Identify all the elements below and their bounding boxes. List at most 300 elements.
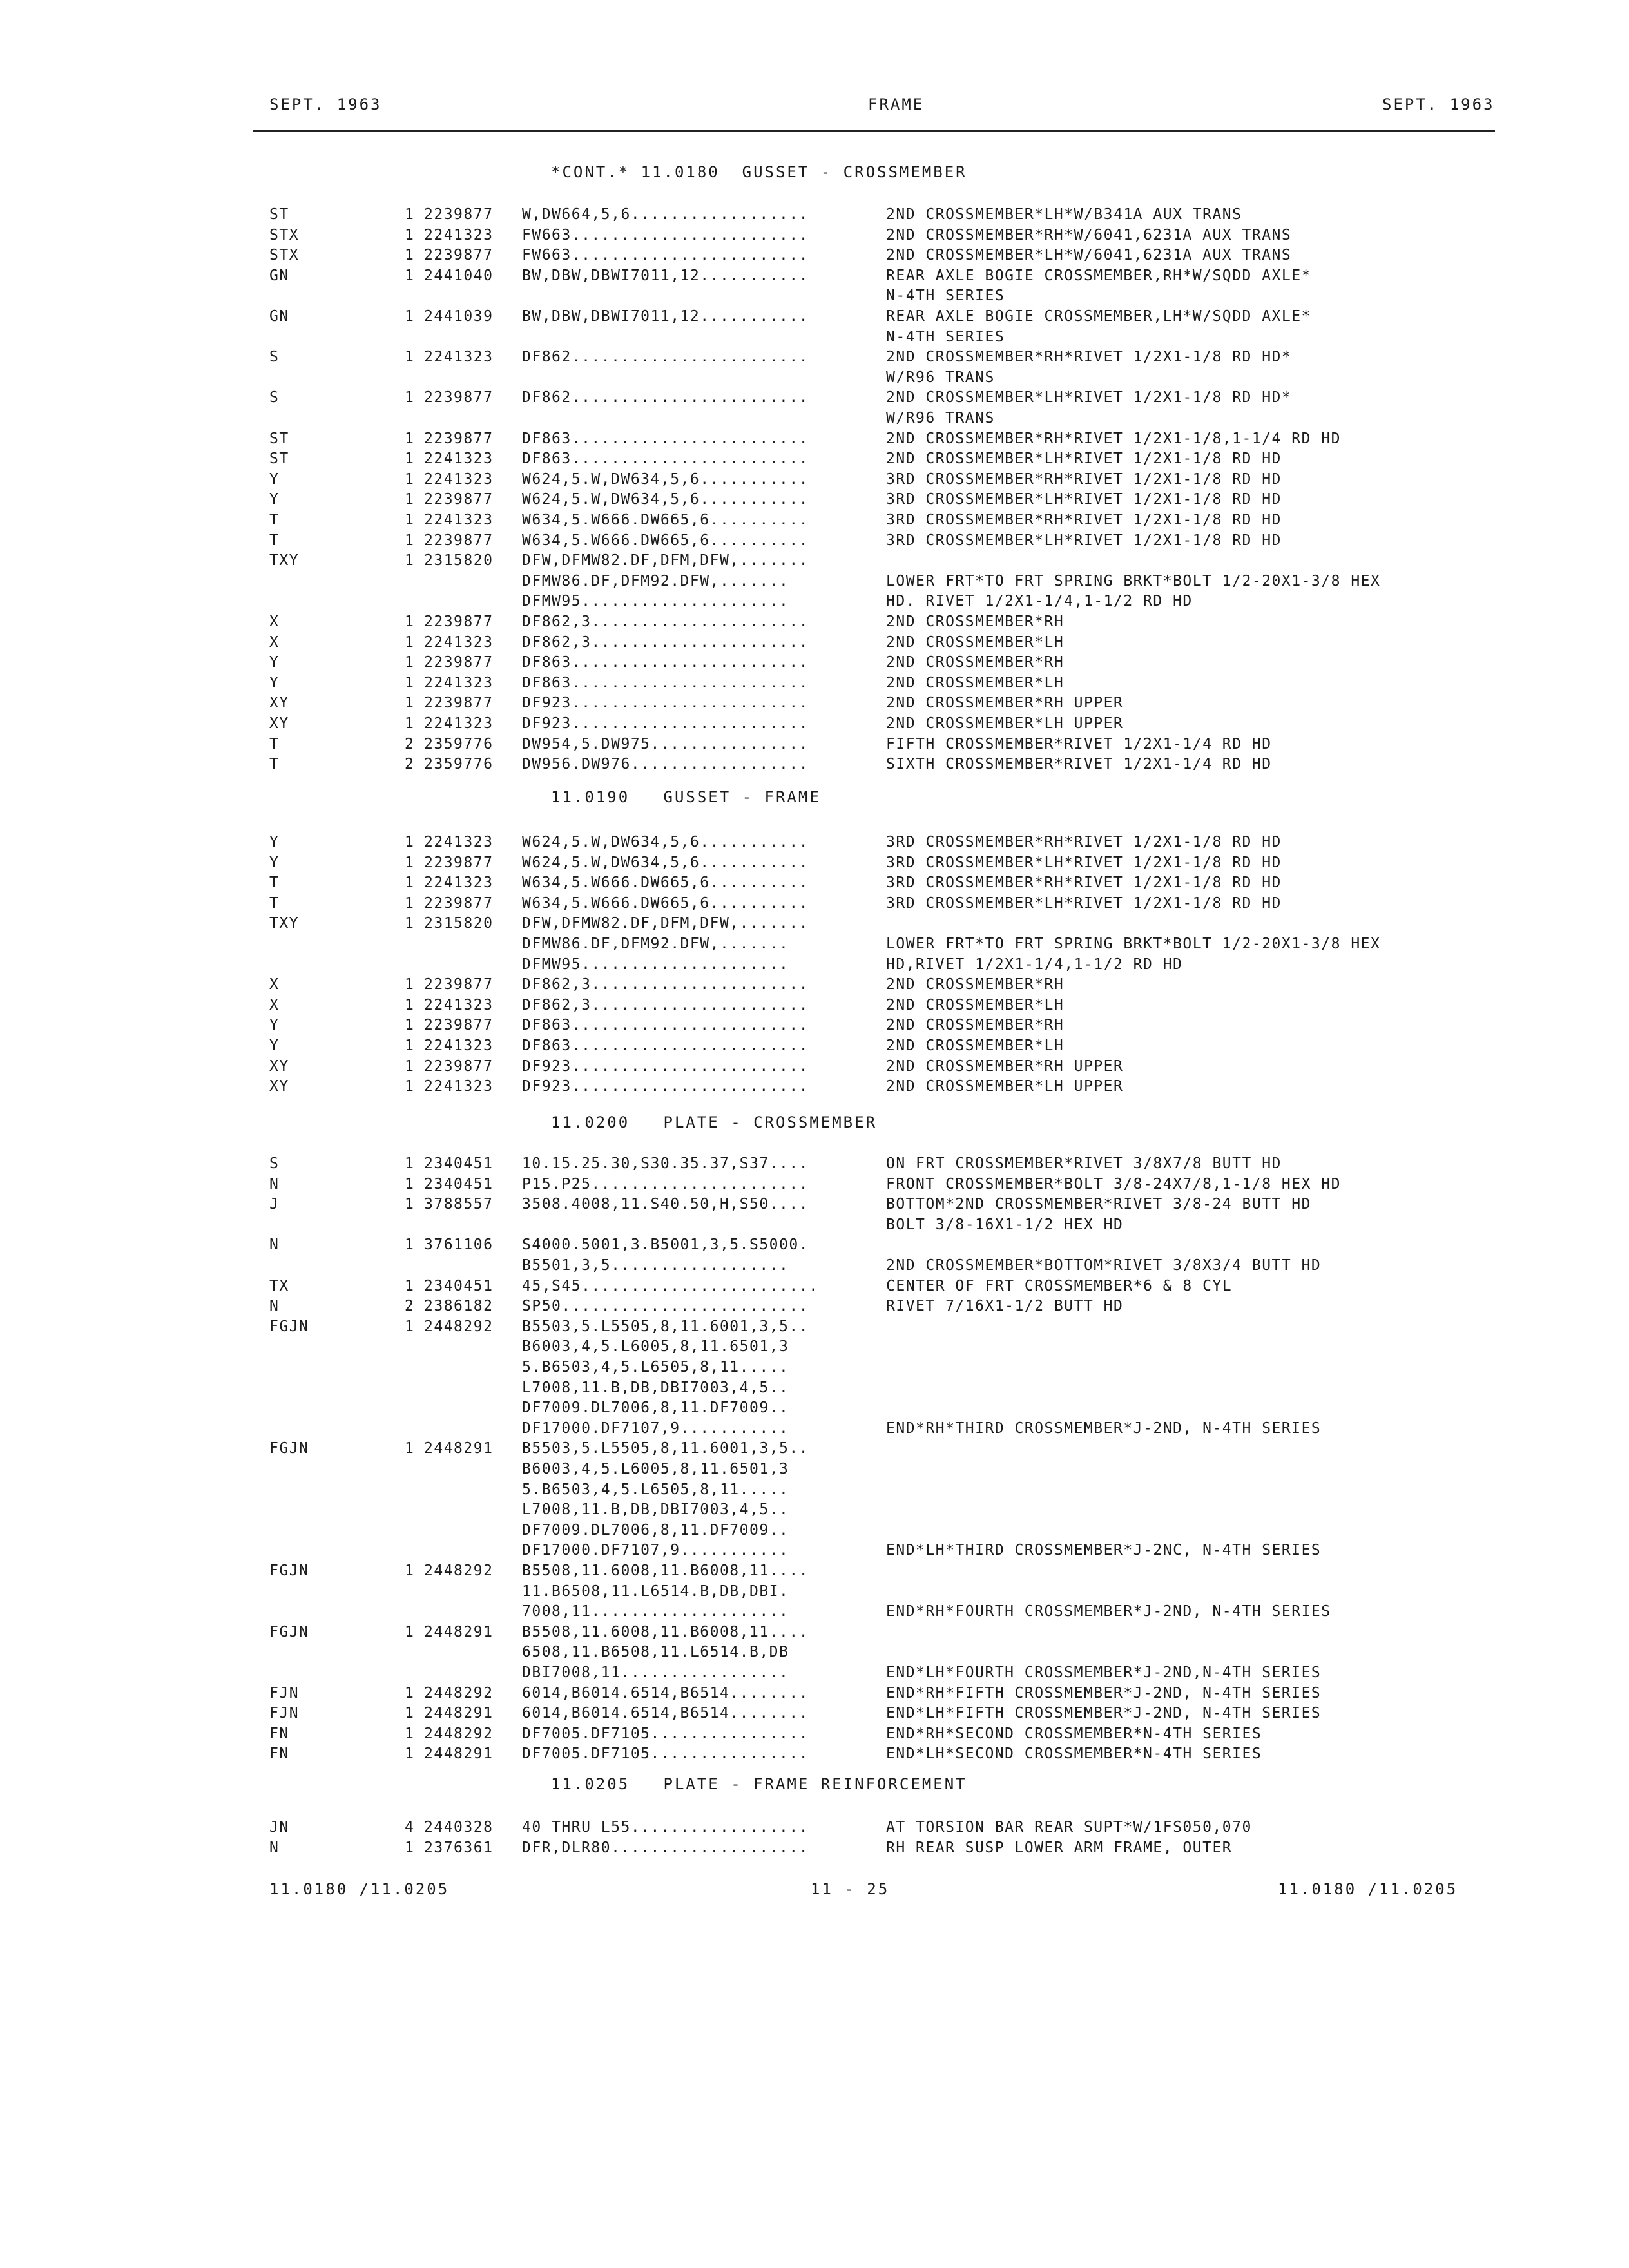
row-desc: END*RH*THIRD CROSSMEMBER*J-2ND, N-4TH SERIES bbox=[886, 1419, 1322, 1437]
row-part: 2340451 bbox=[424, 1277, 494, 1294]
table-row bbox=[0, 206, 1629, 226]
row-part: 2441040 bbox=[424, 267, 494, 284]
row-desc: 2ND CROSSMEMBER*RH*RIVET 1/2X1-1/8 RD HD* bbox=[886, 349, 1292, 366]
row-code: FGJN bbox=[269, 1318, 309, 1335]
row-code: XY bbox=[269, 1078, 289, 1095]
row-qty: 1 bbox=[405, 450, 415, 468]
table-row bbox=[0, 915, 1629, 934]
table-row bbox=[0, 593, 1629, 612]
row-code: XY bbox=[269, 715, 289, 732]
row-qty: 1 bbox=[405, 654, 415, 671]
row-desc: 3RD CROSSMEMBER*LH*RIVET 1/2X1-1/8 RD HD bbox=[886, 894, 1282, 912]
row-desc: 2ND CROSSMEMBER*LH bbox=[886, 633, 1065, 651]
row-qty: 2 bbox=[405, 735, 415, 753]
row-app: DF923........................ bbox=[522, 715, 809, 732]
row-qty: 1 bbox=[405, 1705, 415, 1722]
row-part: 2241323 bbox=[424, 834, 494, 850]
row-part: 2448292 bbox=[424, 1684, 494, 1702]
row-code: FGJN bbox=[269, 1623, 309, 1640]
row-part: 2376361 bbox=[424, 1839, 494, 1856]
row-app: B5508,11.6008,11.B6008,11.... bbox=[522, 1623, 809, 1640]
row-desc: FRONT CROSSMEMBER*BOLT 3/8-24X7/8,1-1/8 HEX HD bbox=[886, 1175, 1341, 1193]
row-desc: BOTTOM*2ND CROSSMEMBER*RIVET 3/8-24 BUTT HD bbox=[886, 1196, 1311, 1213]
row-app: DF7009.DL7006,8,11.DF7009.. bbox=[522, 1521, 789, 1539]
row-part: 2241323 bbox=[424, 715, 494, 732]
row-qty: 2 bbox=[405, 1298, 415, 1315]
table-row bbox=[0, 329, 1629, 348]
row-code: STX bbox=[269, 247, 300, 264]
row-desc: 2ND CROSSMEMBER*RH bbox=[886, 976, 1065, 994]
row-app: W,DW664,5,6.................. bbox=[522, 206, 809, 223]
row-code: S bbox=[269, 389, 280, 407]
row-code: Y bbox=[269, 470, 280, 488]
row-desc: 2ND CROSSMEMBER*LH UPPER bbox=[886, 715, 1124, 732]
row-app: DFR,DLR80.................... bbox=[522, 1839, 809, 1856]
table-row bbox=[0, 1236, 1629, 1256]
row-app: DF923........................ bbox=[522, 1057, 809, 1075]
row-qty: 1 bbox=[405, 1440, 415, 1457]
row-app: DF862,3...................... bbox=[522, 976, 809, 994]
table-row bbox=[0, 1705, 1629, 1724]
row-qty: 1 bbox=[405, 1017, 415, 1034]
table-row bbox=[0, 1664, 1629, 1684]
row-desc: 2ND CROSSMEMBER*LH*RIVET 1/2X1-1/8 RD HD* bbox=[886, 389, 1292, 407]
row-desc: END*LH*SECOND CROSSMEMBER*N-4TH SERIES bbox=[886, 1745, 1262, 1763]
row-code: Y bbox=[269, 834, 280, 850]
header-center: FRAME bbox=[868, 95, 925, 113]
row-desc: END*RH*FOURTH CROSSMEMBER*J-2ND, N-4TH SERIES bbox=[886, 1603, 1331, 1620]
row-app: W634,5.W666.DW665,6.......... bbox=[522, 532, 809, 549]
row-part: 2448292 bbox=[424, 1318, 494, 1335]
table-row bbox=[0, 997, 1629, 1016]
row-app: B5508,11.6008,11.B6008,11.... bbox=[522, 1562, 809, 1579]
row-part: 2448291 bbox=[424, 1440, 494, 1457]
row-desc: 3RD CROSSMEMBER*LH*RIVET 1/2X1-1/8 RD HD bbox=[886, 532, 1282, 549]
row-qty: 1 bbox=[405, 1725, 415, 1742]
row-qty: 1 bbox=[405, 1175, 415, 1193]
row-code: N bbox=[269, 1839, 280, 1856]
row-app: DF863........................ bbox=[522, 1017, 809, 1034]
row-part: 2448292 bbox=[424, 1725, 494, 1742]
row-app: DF7005.DF7105................ bbox=[522, 1745, 809, 1763]
header-rule bbox=[253, 130, 1495, 132]
row-desc: W/R96 TRANS bbox=[886, 369, 995, 386]
row-code: T bbox=[269, 735, 280, 753]
row-desc: 2ND CROSSMEMBER*RH bbox=[886, 613, 1065, 630]
row-qty: 1 bbox=[405, 267, 415, 284]
table-row bbox=[0, 1644, 1629, 1663]
row-code: Y bbox=[269, 1037, 280, 1054]
row-desc: 2ND CROSSMEMBER*LH*W/B341A AUX TRANS bbox=[886, 206, 1242, 223]
table-row bbox=[0, 654, 1629, 673]
row-part: 2340451 bbox=[424, 1155, 494, 1172]
row-app: B5503,5.L5505,8,11.6001,3,5.. bbox=[522, 1440, 809, 1457]
table-row bbox=[0, 1542, 1629, 1561]
footer-left: 11.0180 /11.0205 bbox=[269, 1880, 450, 1898]
table-row bbox=[0, 1078, 1629, 1097]
table-row bbox=[0, 1298, 1629, 1317]
row-desc: N-4TH SERIES bbox=[886, 287, 1005, 305]
table-row bbox=[0, 410, 1629, 429]
row-part: 3761106 bbox=[424, 1236, 494, 1254]
table-row bbox=[0, 976, 1629, 995]
row-part: 2315820 bbox=[424, 915, 494, 932]
row-app: DF7005.DF7105................ bbox=[522, 1725, 809, 1742]
row-part: 3788557 bbox=[424, 1196, 494, 1213]
table-row bbox=[0, 1196, 1629, 1215]
row-app: L7008,11.B,DB,DBI7003,4,5.. bbox=[522, 1501, 789, 1519]
row-app: BW,DBW,DBWI7011,12........... bbox=[522, 267, 809, 284]
row-desc: 3RD CROSSMEMBER*LH*RIVET 1/2X1-1/8 RD HD bbox=[886, 854, 1282, 871]
table-row bbox=[0, 1338, 1629, 1358]
row-app: B6003,4,5.L6005,8,11.6501,3 bbox=[522, 1461, 789, 1477]
row-code: T bbox=[269, 532, 280, 549]
row-qty: 1 bbox=[405, 894, 415, 912]
row-desc: 2ND CROSSMEMBER*RH bbox=[886, 1017, 1065, 1034]
row-code: N bbox=[269, 1298, 280, 1315]
row-desc: 3RD CROSSMEMBER*RH*RIVET 1/2X1-1/8 RD HD bbox=[886, 834, 1282, 850]
row-app: W634,5.W666.DW665,6.......... bbox=[522, 512, 809, 528]
row-desc: REAR AXLE BOGIE CROSSMEMBER,LH*W/SQDD AXLE* bbox=[886, 308, 1311, 325]
table-row bbox=[0, 247, 1629, 266]
table-row bbox=[0, 634, 1629, 653]
row-desc: CENTER OF FRT CROSSMEMBER*6 & 8 CYL bbox=[886, 1277, 1233, 1294]
row-app: DF923........................ bbox=[522, 1078, 809, 1095]
table-row bbox=[0, 1278, 1629, 1297]
row-app: 7008,11.................... bbox=[522, 1603, 789, 1620]
row-qty: 1 bbox=[405, 695, 415, 712]
row-code: T bbox=[269, 512, 280, 528]
row-code: T bbox=[269, 756, 280, 773]
row-part: 2441039 bbox=[424, 308, 494, 325]
row-app: 40 THRU L55.................. bbox=[522, 1819, 809, 1836]
row-desc: BOLT 3/8-16X1-1/2 HEX HD bbox=[886, 1216, 1124, 1233]
row-app: 6014,B6014.6514,B6514........ bbox=[522, 1684, 809, 1702]
row-desc: 2ND CROSSMEMBER*BOTTOM*RIVET 3/8X3/4 BUTT HD bbox=[886, 1257, 1322, 1274]
row-desc: 2ND CROSSMEMBER*RH UPPER bbox=[886, 695, 1124, 712]
row-qty: 1 bbox=[405, 532, 415, 549]
row-qty: 1 bbox=[405, 874, 415, 892]
table-row bbox=[0, 308, 1629, 327]
row-qty: 1 bbox=[405, 1236, 415, 1254]
row-qty: 1 bbox=[405, 1196, 415, 1213]
row-code: Y bbox=[269, 654, 280, 671]
row-desc: LOWER FRT*TO FRT SPRING BRKT*BOLT 1/2-20X1-3/8 HEX bbox=[886, 936, 1381, 952]
table-row bbox=[0, 349, 1629, 368]
row-desc: 3RD CROSSMEMBER*RH*RIVET 1/2X1-1/8 RD HD bbox=[886, 874, 1282, 892]
row-part: 2239877 bbox=[424, 247, 494, 264]
table-row bbox=[0, 573, 1629, 592]
table-row bbox=[0, 1840, 1629, 1859]
row-app: 5.B6503,4,5.L6505,8,11..... bbox=[522, 1481, 789, 1498]
table-row bbox=[0, 512, 1629, 531]
table-row bbox=[0, 715, 1629, 735]
row-code: Y bbox=[269, 1017, 280, 1034]
row-app: 6508,11.B6508,11.L6514.B,DB bbox=[522, 1644, 789, 1661]
row-code: N bbox=[269, 1175, 280, 1193]
row-app: DBI7008,11................. bbox=[522, 1664, 789, 1681]
row-part: 2359776 bbox=[424, 735, 494, 753]
row-app: W624,5.W,DW634,5,6........... bbox=[522, 470, 809, 488]
row-desc: N-4TH SERIES bbox=[886, 328, 1005, 345]
row-part: 2239877 bbox=[424, 854, 494, 871]
row-app: DF862,3...................... bbox=[522, 633, 809, 651]
row-desc: 2ND CROSSMEMBER*LH bbox=[886, 1037, 1065, 1054]
row-code: Y bbox=[269, 674, 280, 691]
row-code: S bbox=[269, 349, 280, 366]
row-app: B5501,3,5.................. bbox=[522, 1257, 789, 1274]
row-part: 2241323 bbox=[424, 470, 494, 488]
header-left: SEPT. 1963 bbox=[269, 95, 382, 113]
table-row bbox=[0, 471, 1629, 490]
row-code: FGJN bbox=[269, 1440, 309, 1457]
row-qty: 1 bbox=[405, 996, 415, 1014]
table-row bbox=[0, 389, 1629, 408]
row-app: DW954,5.DW975................ bbox=[522, 735, 809, 753]
table-row bbox=[0, 756, 1629, 775]
row-qty: 1 bbox=[405, 976, 415, 994]
row-app: 11.B6508,11.L6514.B,DB,DBI. bbox=[522, 1582, 789, 1600]
row-code: X bbox=[269, 613, 280, 630]
row-qty: 1 bbox=[405, 854, 415, 871]
row-desc: W/R96 TRANS bbox=[886, 410, 995, 427]
row-code: ST bbox=[269, 206, 289, 223]
row-desc: 3RD CROSSMEMBER*LH*RIVET 1/2X1-1/8 RD HD bbox=[886, 491, 1282, 508]
table-row bbox=[0, 450, 1629, 470]
row-app: P15.P25...................... bbox=[522, 1175, 809, 1193]
row-app: L7008,11.B,DB,DBI7003,4,5.. bbox=[522, 1379, 789, 1396]
row-part: 2239877 bbox=[424, 894, 494, 912]
row-qty: 1 bbox=[405, 491, 415, 508]
row-code: TXY bbox=[269, 552, 300, 570]
table-row bbox=[0, 1562, 1629, 1582]
row-app: W634,5.W666.DW665,6.......... bbox=[522, 874, 809, 892]
row-qty: 1 bbox=[405, 1839, 415, 1856]
row-app: 6014,B6014.6514,B6514........ bbox=[522, 1705, 809, 1722]
row-desc: END*LH*THIRD CROSSMEMBER*J-2NC, N-4TH SERIES bbox=[886, 1542, 1322, 1559]
row-code: XY bbox=[269, 695, 289, 712]
row-app: DFMW86.DF,DFM92.DFW,....... bbox=[522, 936, 789, 952]
row-qty: 1 bbox=[405, 247, 415, 264]
row-app: DF862,3...................... bbox=[522, 996, 809, 1014]
row-qty: 1 bbox=[405, 633, 415, 651]
row-app: DF863........................ bbox=[522, 674, 809, 691]
row-app: W624,5.W,DW634,5,6........... bbox=[522, 854, 809, 871]
table-row bbox=[0, 1155, 1629, 1175]
row-desc: HD. RIVET 1/2X1-1/4,1-1/2 RD HD bbox=[886, 593, 1193, 610]
section-heading: 11.0200 PLATE - CROSSMEMBER bbox=[551, 1113, 878, 1131]
row-desc: 2ND CROSSMEMBER*LH*W/6041,6231A AUX TRANS bbox=[886, 247, 1292, 264]
row-app: DF862........................ bbox=[522, 349, 809, 366]
row-code: X bbox=[269, 996, 280, 1014]
row-app: DF923........................ bbox=[522, 695, 809, 712]
section-heading: 11.0205 PLATE - FRAME REINFORCEMENT bbox=[551, 1775, 967, 1793]
row-part: 2241323 bbox=[424, 349, 494, 366]
row-part: 2241323 bbox=[424, 874, 494, 892]
row-qty: 1 bbox=[405, 1623, 415, 1640]
table-row bbox=[0, 1725, 1629, 1745]
row-code: ST bbox=[269, 450, 289, 468]
table-row bbox=[0, 956, 1629, 975]
table-row bbox=[0, 895, 1629, 914]
row-app: 5.B6503,4,5.L6505,8,11..... bbox=[522, 1359, 789, 1376]
row-app: W624,5.W,DW634,5,6........... bbox=[522, 491, 809, 508]
row-app: S4000.5001,3.B5001,3,5.S5000. bbox=[522, 1236, 809, 1254]
table-row bbox=[0, 1176, 1629, 1195]
row-qty: 1 bbox=[405, 715, 415, 732]
row-app: BW,DBW,DBWI7011,12........... bbox=[522, 308, 809, 325]
table-row bbox=[0, 1318, 1629, 1338]
row-code: TX bbox=[269, 1277, 289, 1294]
row-app: W634,5.W666.DW665,6.......... bbox=[522, 894, 809, 912]
row-part: 2448291 bbox=[424, 1745, 494, 1763]
row-part: 2239877 bbox=[424, 695, 494, 712]
row-app: 3508.4008,11.S40.50,H,S50.... bbox=[522, 1196, 809, 1213]
row-qty: 1 bbox=[405, 1318, 415, 1335]
row-code: Y bbox=[269, 854, 280, 871]
table-row bbox=[0, 1058, 1629, 1077]
row-app: 10.15.25.30,S30.35.37,S37.... bbox=[522, 1155, 809, 1172]
row-qty: 1 bbox=[405, 206, 415, 223]
row-desc: FIFTH CROSSMEMBER*RIVET 1/2X1-1/4 RD HD bbox=[886, 735, 1272, 753]
row-qty: 4 bbox=[405, 1819, 415, 1836]
table-row bbox=[0, 834, 1629, 853]
row-qty: 1 bbox=[405, 1745, 415, 1763]
row-qty: 1 bbox=[405, 1057, 415, 1075]
row-part: 2239877 bbox=[424, 613, 494, 630]
row-code: FGJN bbox=[269, 1562, 309, 1579]
section-heading: 11.0190 GUSSET - FRAME bbox=[551, 788, 821, 806]
row-code: FN bbox=[269, 1725, 289, 1742]
row-desc: 2ND CROSSMEMBER*RH*RIVET 1/2X1-1/8,1-1/4 RD HD bbox=[886, 430, 1341, 447]
table-row bbox=[0, 1440, 1629, 1459]
table-row bbox=[0, 430, 1629, 450]
row-app: FW663........................ bbox=[522, 226, 809, 244]
row-code: FN bbox=[269, 1745, 289, 1763]
table-row bbox=[0, 1819, 1629, 1838]
table-row bbox=[0, 1603, 1629, 1622]
table-row bbox=[0, 1522, 1629, 1541]
row-desc: 2ND CROSSMEMBER*RH bbox=[886, 654, 1065, 671]
row-part: 2241323 bbox=[424, 1037, 494, 1054]
row-part: 2239877 bbox=[424, 1057, 494, 1075]
row-qty: 1 bbox=[405, 1155, 415, 1172]
table-row bbox=[0, 854, 1629, 874]
table-row bbox=[0, 613, 1629, 633]
row-app: DF863........................ bbox=[522, 654, 809, 671]
row-desc: HD,RIVET 1/2X1-1/4,1-1/2 RD HD bbox=[886, 956, 1183, 973]
row-qty: 1 bbox=[405, 349, 415, 366]
row-part: 2239877 bbox=[424, 976, 494, 994]
row-desc: RIVET 7/16X1-1/2 BUTT HD bbox=[886, 1298, 1124, 1315]
row-part: 2239877 bbox=[424, 491, 494, 508]
row-part: 2386182 bbox=[424, 1298, 494, 1315]
row-desc: REAR AXLE BOGIE CROSSMEMBER,RH*W/SQDD AXLE* bbox=[886, 267, 1311, 284]
table-row bbox=[0, 1216, 1629, 1236]
row-qty: 1 bbox=[405, 308, 415, 325]
table-row bbox=[0, 1624, 1629, 1643]
row-qty: 1 bbox=[405, 1078, 415, 1095]
row-app: 45,S45........................ bbox=[522, 1277, 819, 1294]
row-qty: 1 bbox=[405, 1037, 415, 1054]
row-app: DW956.DW976.................. bbox=[522, 756, 809, 773]
row-part: 2239877 bbox=[424, 430, 494, 447]
table-row bbox=[0, 1481, 1629, 1501]
row-app: DF862........................ bbox=[522, 389, 809, 407]
table-row bbox=[0, 936, 1629, 955]
table-row bbox=[0, 1420, 1629, 1439]
row-desc: 2ND CROSSMEMBER*LH bbox=[886, 996, 1065, 1014]
row-code: S bbox=[269, 1155, 280, 1172]
row-part: 2241323 bbox=[424, 996, 494, 1014]
row-qty: 1 bbox=[405, 915, 415, 932]
row-qty: 1 bbox=[405, 552, 415, 570]
row-qty: 1 bbox=[405, 226, 415, 244]
row-desc: AT TORSION BAR REAR SUPT*W/1FS050,070 bbox=[886, 1819, 1252, 1836]
row-part: 2440328 bbox=[424, 1819, 494, 1836]
row-desc: 3RD CROSSMEMBER*RH*RIVET 1/2X1-1/8 RD HD bbox=[886, 470, 1282, 488]
row-part: 2239877 bbox=[424, 532, 494, 549]
row-part: 2241323 bbox=[424, 674, 494, 691]
row-app: DFW,DFMW82.DF,DFM,DFW,....... bbox=[522, 552, 809, 570]
table-row bbox=[0, 287, 1629, 307]
row-qty: 1 bbox=[405, 1277, 415, 1294]
table-row bbox=[0, 1501, 1629, 1521]
row-code: XY bbox=[269, 1057, 289, 1075]
row-desc: ON FRT CROSSMEMBER*RIVET 3/8X7/8 BUTT HD bbox=[886, 1155, 1282, 1172]
table-row bbox=[0, 1017, 1629, 1036]
row-code: X bbox=[269, 633, 280, 651]
row-code: T bbox=[269, 894, 280, 912]
row-app: DFMW95..................... bbox=[522, 956, 789, 973]
row-desc: END*LH*FOURTH CROSSMEMBER*J-2ND,N-4TH SERIES bbox=[886, 1664, 1322, 1681]
row-part: 2448291 bbox=[424, 1705, 494, 1722]
row-code: GN bbox=[269, 308, 289, 325]
table-row bbox=[0, 1359, 1629, 1378]
footer-right: 11.0180 /11.0205 bbox=[1278, 1880, 1458, 1898]
row-desc: LOWER FRT*TO FRT SPRING BRKT*BOLT 1/2-20X1-3/8 HEX bbox=[886, 572, 1381, 590]
row-qty: 1 bbox=[405, 1684, 415, 1702]
row-qty: 1 bbox=[405, 430, 415, 447]
table-row bbox=[0, 874, 1629, 894]
table-row bbox=[0, 1037, 1629, 1057]
row-part: 2241323 bbox=[424, 512, 494, 528]
row-app: DFMW86.DF,DFM92.DFW,....... bbox=[522, 572, 789, 590]
row-code: FJN bbox=[269, 1684, 300, 1702]
table-row bbox=[0, 1745, 1629, 1765]
row-part: 2340451 bbox=[424, 1175, 494, 1193]
row-part: 2448292 bbox=[424, 1562, 494, 1579]
table-row bbox=[0, 675, 1629, 694]
table-row bbox=[0, 695, 1629, 714]
row-part: 2241323 bbox=[424, 226, 494, 244]
row-desc: 3RD CROSSMEMBER*RH*RIVET 1/2X1-1/8 RD HD bbox=[886, 512, 1282, 528]
row-qty: 1 bbox=[405, 834, 415, 850]
row-code: X bbox=[269, 976, 280, 994]
table-row bbox=[0, 369, 1629, 389]
row-qty: 1 bbox=[405, 470, 415, 488]
row-qty: 1 bbox=[405, 389, 415, 407]
row-app: DF17000.DF7107,9........... bbox=[522, 1419, 789, 1437]
row-app: DF863........................ bbox=[522, 1037, 809, 1054]
table-row bbox=[0, 552, 1629, 572]
row-desc: 2ND CROSSMEMBER*RH*W/6041,6231A AUX TRANS bbox=[886, 226, 1292, 244]
table-row bbox=[0, 532, 1629, 552]
row-app: DF862,3...................... bbox=[522, 613, 809, 630]
row-code: J bbox=[269, 1196, 280, 1213]
row-part: 2241323 bbox=[424, 450, 494, 468]
row-app: DF863........................ bbox=[522, 430, 809, 447]
